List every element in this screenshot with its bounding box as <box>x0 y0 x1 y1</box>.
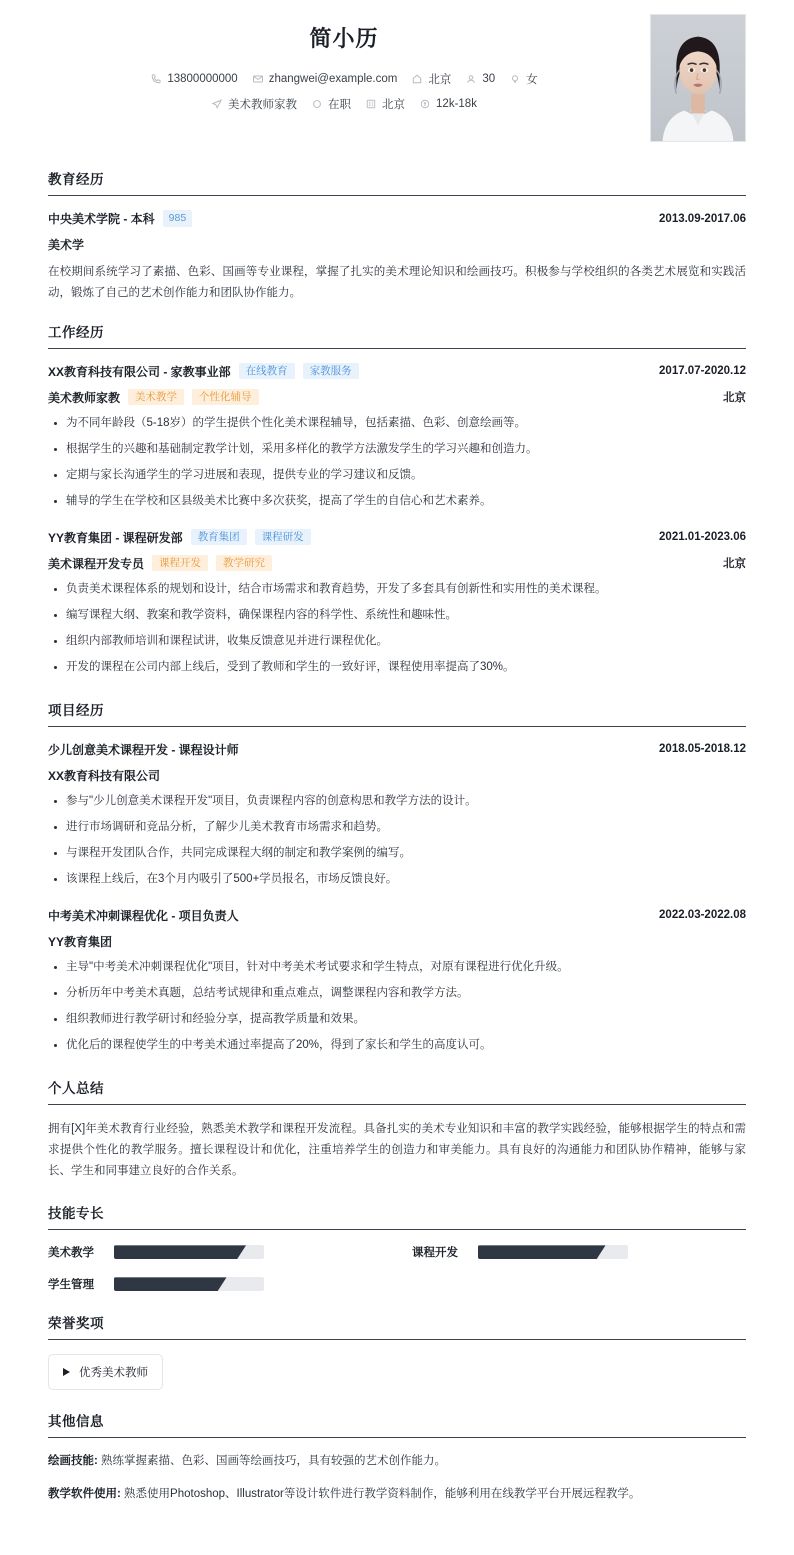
date-range: 2018.05-2018.12 <box>659 743 746 756</box>
bullet-item: 根据学生的兴趣和基础制定教学计划，采用多样化的教学方法激发学生的学习兴趣和创造力。 <box>48 441 746 458</box>
section-education <box>48 168 746 305</box>
other-info-label: 绘画技能: <box>48 1455 98 1468</box>
major-name: 美术学 <box>48 238 85 252</box>
other-info-item <box>48 1485 746 1503</box>
job-title: 美术课程开发专员 <box>48 556 145 571</box>
entry-left <box>48 389 259 406</box>
mail-icon <box>252 73 264 85</box>
project-entry-list <box>48 741 746 1055</box>
section-work <box>48 321 746 677</box>
bullet-item: 辅导的学生在学校和区县级美术比赛中多次获奖，提高了学生的自信心和艺术素养。 <box>48 493 746 510</box>
status-badge: 985 <box>163 210 193 227</box>
award-label: 优秀美术教师 <box>79 1367 148 1380</box>
bullet-item: 为不同年龄段（5-18岁）的学生提供个性化美术课程辅导，包括素描、色彩、创意绘画等。 <box>48 415 746 432</box>
skill-progress-fill <box>114 1245 246 1259</box>
bullet-list <box>48 415 746 511</box>
user-icon <box>465 73 477 85</box>
contact-item <box>211 96 297 112</box>
bullet-item: 分析历年中考美术真题，总结考试规律和重点难点，调整课程内容和教学方法。 <box>48 985 746 1002</box>
section-title-skills: 技能专长 <box>48 1206 104 1222</box>
section-other <box>48 1410 746 1503</box>
send-icon <box>211 98 223 110</box>
section-title-projects: 项目经历 <box>48 702 104 718</box>
entry-left <box>48 210 192 227</box>
entry-left <box>48 529 311 546</box>
divider <box>48 726 746 727</box>
other-info-list <box>48 1452 746 1503</box>
bullet-item: 与课程开发团队合作，共同完成课程大纲的制定和教学案例的编写。 <box>48 845 746 862</box>
city-icon <box>365 98 377 110</box>
entry-left <box>48 555 272 572</box>
date-range: 2022.03-2022.08 <box>659 909 746 922</box>
play-triangle-icon <box>63 1368 70 1376</box>
skill-item <box>48 1244 382 1260</box>
skill-label: 美术教学 <box>48 1247 94 1260</box>
work-entry-list <box>48 363 746 677</box>
project-entry <box>48 907 746 1055</box>
other-info-item <box>48 1452 746 1470</box>
contact-value: 12k-18k <box>436 98 477 110</box>
contact-value: zhangwei@example.com <box>268 73 398 85</box>
skill-item <box>412 1244 746 1260</box>
contact-item <box>419 98 477 110</box>
award-list <box>48 1354 746 1390</box>
contact-item <box>509 71 538 87</box>
skill-label: 课程开发 <box>412 1247 458 1260</box>
contact-value: 北京 <box>382 99 406 111</box>
entry-role-row <box>48 389 746 406</box>
section-title-work: 工作经历 <box>48 324 104 340</box>
divider <box>48 1339 746 1340</box>
project-entry <box>48 741 746 889</box>
section-title-other: 其他信息 <box>48 1414 104 1430</box>
contact-value: 30 <box>482 73 496 85</box>
avatar <box>650 14 746 142</box>
section-skills <box>48 1202 746 1292</box>
section-awards <box>48 1312 746 1390</box>
contact-item <box>411 71 451 87</box>
bullet-list <box>48 581 746 677</box>
education-description: 在校期间系统学习了素描、色彩、国画等专业课程，掌握了扎实的美术理论知识和绘画技巧。积极参与学校组织的各类艺术展览和实践活动，锻炼了自己的艺术创作能力和团队协作能力。 <box>48 266 746 300</box>
bullet-item: 进行市场调研和竞品分析，了解少儿美术教育市场需求和趋势。 <box>48 819 746 836</box>
skill-item <box>48 1276 382 1292</box>
section-summary <box>48 1077 746 1183</box>
section-title-education: 教育经历 <box>48 172 104 187</box>
contact-value: 13800000000 <box>167 73 238 85</box>
project-name: 中考美术冲刺课程优化 - 项目负责人 <box>48 908 239 923</box>
bullet-item: 组织内部教师培训和课程试讲，收集反馈意见并进行课程优化。 <box>48 633 746 650</box>
contact-value: 北京 <box>428 74 452 86</box>
divider <box>48 1104 746 1105</box>
resume-header <box>48 0 746 152</box>
other-info-value: 熟悉使用Photoshop、Illustrator等设计软件进行教学资料制作，能够利用在线教学平台开展远程教学。 <box>120 1487 641 1500</box>
entry-left <box>48 741 239 758</box>
contact-row-primary <box>48 71 640 87</box>
page-title: 简小历 <box>309 26 379 51</box>
entry-left <box>48 363 359 380</box>
tag-blue: 教育集团 <box>191 529 247 546</box>
work-entry <box>48 363 746 511</box>
bullet-list <box>48 793 746 889</box>
company-name: YY教育集团 - 课程研发部 <box>48 530 183 545</box>
project-company: XX教育科技有限公司 <box>48 768 161 783</box>
tag-blue: 在线教育 <box>239 363 295 380</box>
contact-item <box>252 73 398 85</box>
company-name: XX教育科技有限公司 - 家教事业部 <box>48 364 231 379</box>
contact-item <box>150 73 237 85</box>
contact-item <box>365 96 405 112</box>
bullet-item: 定期与家长沟通学生的学习进展和表现，提供专业的学习建议和反馈。 <box>48 467 746 484</box>
entry-header-row <box>48 210 746 227</box>
skill-list <box>48 1244 746 1292</box>
contact-value: 女 <box>526 74 538 86</box>
tag-orange: 课程开发 <box>152 555 208 572</box>
tag-blue: 家教服务 <box>303 363 359 380</box>
job-location: 北京 <box>723 392 746 405</box>
portrait-photo-icon <box>651 15 745 141</box>
project-company: YY教育集团 <box>48 934 113 949</box>
entry-header-row <box>48 363 746 380</box>
skill-progress-fill <box>114 1277 227 1291</box>
status-icon <box>311 98 323 110</box>
school-name: 中央美术学院 - 本科 <box>48 212 155 226</box>
entry-header-row <box>48 741 746 758</box>
bullet-item: 编写课程大纲、教案和教学资料，确保课程内容的科学性、系统性和趣味性。 <box>48 607 746 624</box>
contact-value: 美术教师家教 <box>228 99 298 111</box>
divider <box>48 348 746 349</box>
award-card[interactable] <box>48 1354 163 1390</box>
contact-row-secondary <box>48 96 640 112</box>
entry-header-row <box>48 907 746 924</box>
divider <box>48 1229 746 1230</box>
tag-orange: 美术教学 <box>128 389 184 406</box>
skill-progress-bar <box>478 1245 628 1259</box>
bullet-list <box>48 959 746 1055</box>
skill-progress-bar <box>114 1277 264 1291</box>
contact-value: 在职 <box>328 99 352 111</box>
entry-header-row <box>48 529 746 546</box>
other-info-label: 教学软件使用: <box>48 1487 121 1500</box>
work-entry <box>48 529 746 677</box>
bullet-item: 开发的课程在公司内部上线后，受到了教师和学生的一致好评，课程使用率提高了30%。 <box>48 659 746 676</box>
date-range: 2021.01-2023.06 <box>659 531 746 544</box>
bullet-item: 参与"少儿创意美术课程开发"项目，负责课程内容的创意构思和教学方法的设计。 <box>48 793 746 810</box>
project-name: 少儿创意美术课程开发 - 课程设计师 <box>48 742 239 757</box>
divider <box>48 1437 746 1438</box>
summary-text: 拥有[X]年美术教育行业经验，熟悉美术教学和课程开发流程。具备扎实的美术专业知识和丰富的教学实践经验，能够根据学生的特点和需求提供个性化的教学服务。擅长课程设计和优化，注重培养学生的创造力和审美能力。具有良好的沟通能力和团队协作精神，能够与家长、学生和同事建立良好的合作关系。 <box>48 1122 746 1178</box>
job-title: 美术教师家教 <box>48 390 121 405</box>
tag-blue: 课程研发 <box>255 529 311 546</box>
skill-progress-fill <box>478 1245 606 1259</box>
contact-item <box>311 96 351 112</box>
section-title-awards: 荣誉奖项 <box>48 1316 104 1332</box>
section-title-summary: 个人总结 <box>48 1080 104 1096</box>
gender-icon <box>509 73 521 85</box>
bullet-item: 优化后的课程使学生的中考美术通过率提高了20%，得到了家长和学生的高度认可。 <box>48 1037 746 1054</box>
section-projects <box>48 699 746 1055</box>
bullet-item: 主导"中考美术冲刺课程优化"项目，针对中考美术考试要求和学生特点，对原有课程进行优化升级。 <box>48 959 746 976</box>
phone-icon <box>150 73 162 85</box>
header-main <box>48 14 650 121</box>
education-entry <box>48 210 746 305</box>
skill-progress-bar <box>114 1245 264 1259</box>
education-entry-list <box>48 210 746 305</box>
contact-item <box>465 73 495 85</box>
bullet-item: 负责美术课程体系的规划和设计，结合市场需求和教育趋势，开发了多套具有创新性和实用性的美术课程。 <box>48 581 746 598</box>
tag-orange: 个性化辅导 <box>192 389 259 406</box>
date-range: 2017.07-2020.12 <box>659 365 746 378</box>
skill-label: 学生管理 <box>48 1279 94 1292</box>
home-icon <box>411 73 423 85</box>
entry-left <box>48 907 239 924</box>
bullet-item: 组织教师进行教学研讨和经验分享，提高教学质量和效果。 <box>48 1011 746 1028</box>
other-info-value: 熟练掌握素描、色彩、国画等绘画技巧，具有较强的艺术创作能力。 <box>97 1455 447 1468</box>
bullet-item: 该课程上线后，在3个月内吸引了500+学员报名，市场反馈良好。 <box>48 871 746 888</box>
divider <box>48 195 746 196</box>
money-icon <box>419 98 431 110</box>
job-location: 北京 <box>723 558 746 571</box>
date-range: 2013.09-2017.06 <box>659 212 746 225</box>
tag-orange: 教学研究 <box>216 555 272 572</box>
entry-role-row <box>48 555 746 572</box>
